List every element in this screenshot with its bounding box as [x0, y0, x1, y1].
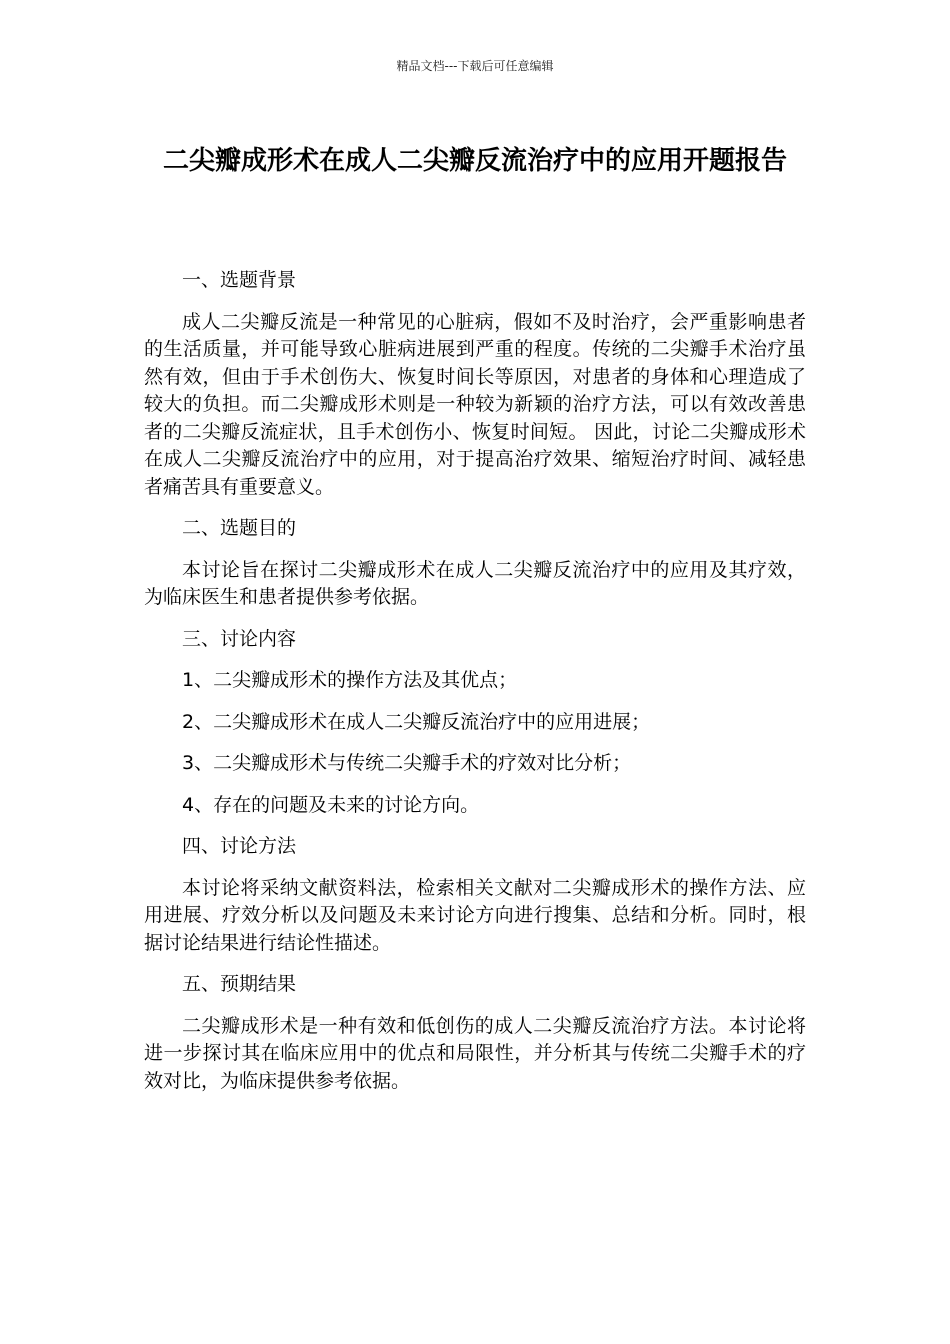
list-item: 2、二尖瓣成形术在成人二尖瓣反流治疗中的应用进展；: [182, 710, 651, 733]
list-item: 3、二尖瓣成形术与传统二尖瓣手术的疗效对比分析；: [182, 752, 632, 774]
section-body-expected-results: 二尖瓣成形术是一种有效和低创伤的成人二尖瓣反流治疗方法。本讨论将进一步探讨其在临床应用中的优点和局限性，并分析其与传统二尖瓣手术的疗效对比，为临床提供参考依据。: [144, 1014, 806, 1092]
section-heading-background: 一、选题背景: [182, 269, 297, 291]
section-heading-purpose: 二、选题目的: [182, 517, 297, 539]
section-heading-expected-results: 五、预期结果: [182, 973, 297, 995]
section-heading-content: 三、讨论内容: [182, 627, 297, 650]
document-body: [144, 267, 806, 1109]
page-header-watermark: 精品文档---下载后可任意编辑: [396, 59, 554, 73]
section-body-method: 本讨论将采纳文献资料法，检索相关文献对二尖瓣成形术的操作方法、应用进展、疗效分析以及问题及未来讨论方向进行搜集、总结和分析。同时，根据讨论结果进行结论性描述。: [144, 876, 806, 954]
section-heading-method: 四、讨论方法: [182, 835, 297, 857]
list-item: 4、存在的问题及未来的讨论方向。: [182, 793, 480, 816]
list-item: 1、二尖瓣成形术的操作方法及其优点；: [182, 669, 518, 691]
section-body-purpose: 本讨论旨在探讨二尖瓣成形术在成人二尖瓣反流治疗中的应用及其疗效，为临床医生和患者提供参考依据。: [144, 558, 806, 608]
document-title: 二尖瓣成形术在成人二尖瓣反流治疗中的应用开题报告: [162, 146, 787, 176]
section-body-background: 成人二尖瓣反流是一种常见的心脏病，假如不及时治疗，会严重影响患者的生活质量，并可能导致心脏病进展到严重的程度。传统的二尖瓣手术治疗虽然有效，但由于手术创伤大、恢复时间长等原因，对患者的身体和心理造成了较大的负担。而二尖瓣成形术则是一种较为新颖的治疗方法，可以有效改善患者的二尖瓣反流症状，且手术创伤小、恢复时间短。 因此，讨论二尖瓣成形术在成人二尖瓣反流治疗中的应用，对于提高治疗效果、缩短治疗时间、减轻患者痛苦具有重要意义。: [144, 310, 806, 498]
